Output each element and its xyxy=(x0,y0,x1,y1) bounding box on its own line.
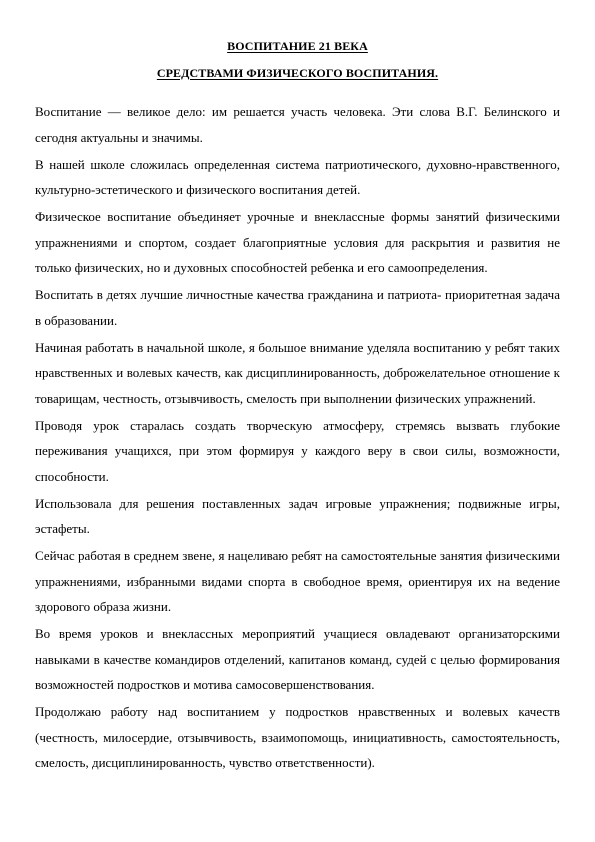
title-line-2 xyxy=(0,66,595,81)
document-body xyxy=(35,99,560,777)
paragraph: Продолжаю работу над воспитанием у подростков нравственных и волевых качеств (честность, милосердие, отзывчивость, взаимопомощь, инициативность, самостоятельность, смелость, дисциплинированность, чувство ответственности). xyxy=(35,704,560,770)
paragraph: Во время уроков и внеклассных мероприятий учащиеся овладевают организаторскими навыками в качестве командиров отделений, капитанов команд, судей с целью формирования возможностей подростков и мотива самосовершенствования. xyxy=(35,626,560,692)
title-line-2-text: СРЕДСТВАМИ ФИЗИЧЕСКОГО ВОСПИТАНИЯ. xyxy=(156,66,439,80)
paragraph: В нашей школе сложилась определенная система патриотического, духовно-нравственного, культурно-эстетического и физического воспитания детей. xyxy=(35,156,560,197)
paragraph: Сейчас работая в среднем звене, я нацеливаю ребят на самостоятельные занятия физическими упражнениями, избранными видами спорта в свободное время, ориентируя их на ведение здорового образа жизни. xyxy=(35,548,560,614)
title-line-1 xyxy=(0,39,595,54)
paragraph: Физическое воспитание объединяет урочные и внеклассные формы занятий физическими упражнениями и спортом, создает благоприятные условия для раскрытия и развития не только физических, но и духовных способностей ребенка и его самоопределения. xyxy=(35,209,560,275)
paragraph: Воспитать в детях лучшие личностные качества гражданина и патриота- приоритетная задача в образовании. xyxy=(35,287,560,328)
paragraph: Проводя урок старалась создать творческую атмосферу, стремясь вызвать глубокие переживания учащихся, при этом формируя у каждого веру в свои силы, возможности, способности. xyxy=(35,417,560,484)
paragraph: Воспитание — великое дело: им решается участь человека. Эти слова В.Г. Белинского и сегодня актуальны и значимы. xyxy=(35,104,560,145)
title-line-1-text: ВОСПИТАНИЕ 21 ВЕКА xyxy=(227,39,368,53)
paragraph: Использовала для решения поставленных задач игровые упражнения; подвижные игры, эстафеты. xyxy=(35,495,560,536)
paragraph: Начиная работать в начальной школе, я большое внимание уделяла воспитанию у ребят таких нравственных и волевых качеств, как дисциплинированность, доброжелательное отношение к товарищам, честность, отзывчивость, смелость при выполнении физических упражнений. xyxy=(35,339,560,406)
